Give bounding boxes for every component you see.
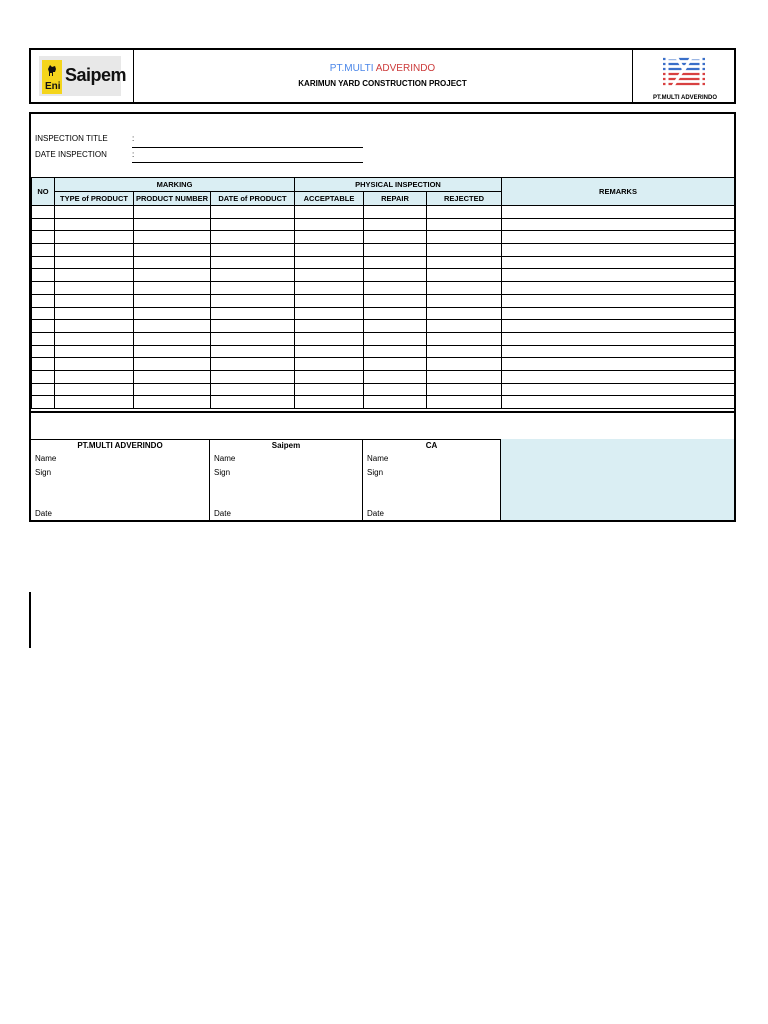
cursor-line: [29, 592, 31, 648]
signature-date-label: Date: [35, 509, 52, 518]
signature-sign-label: Sign: [214, 468, 231, 477]
company-name-part2: ADVERINDO: [375, 63, 436, 74]
inspection-form: [29, 112, 736, 522]
date-inspection-colon: :: [132, 150, 135, 159]
date-inspection-label: DATE INSPECTION: [35, 150, 107, 159]
table-bottom-border: [31, 411, 734, 413]
signature-date-label: Date: [367, 509, 384, 518]
signature-block-saipem: [210, 439, 363, 520]
table-row[interactable]: [32, 206, 735, 219]
col-acceptable: ACCEPTABLE: [295, 192, 364, 206]
col-product-number: PRODUCT NUMBER: [134, 192, 211, 206]
table-row[interactable]: [32, 244, 735, 257]
table-row[interactable]: [32, 231, 735, 244]
col-type-of-product: TYPE of PRODUCT: [55, 192, 134, 206]
inspection-title-label: INSPECTION TITLE: [35, 134, 108, 143]
eni-logo-text: Eni: [45, 81, 61, 92]
form-header: [29, 48, 736, 104]
table-row[interactable]: [32, 294, 735, 307]
signature-party-title: CA: [425, 441, 438, 450]
signature-name-label: Name: [214, 454, 236, 463]
date-inspection-field[interactable]: [132, 162, 363, 163]
table-row[interactable]: [32, 370, 735, 383]
col-repair: REPAIR: [364, 192, 427, 206]
multi-adverindo-logo-icon: [661, 56, 707, 88]
col-no: NO: [32, 178, 55, 206]
right-logo-caption: PT.MULTI ADVERINDO: [653, 95, 717, 101]
signature-date-label: Date: [214, 509, 231, 518]
signature-block-multi-adverindo: [31, 439, 210, 520]
multi-adverindo-logo-cell: [632, 50, 737, 102]
table-row[interactable]: [32, 256, 735, 269]
col-group-physical-inspection: PHYSICAL INSPECTION: [295, 178, 502, 192]
header-title-cell: [133, 50, 632, 103]
col-remarks: REMARKS: [502, 178, 735, 206]
signature-party-title: PT.MULTI ADVERINDO: [77, 441, 163, 450]
signature-block-ca: [363, 439, 501, 520]
table-row[interactable]: [32, 320, 735, 333]
saipem-logo-cell: [33, 50, 134, 102]
company-name-part1: PT.MULTI: [329, 63, 374, 74]
signature-sign-label: Sign: [367, 468, 384, 477]
table-row[interactable]: [32, 358, 735, 371]
signature-party-title: Saipem: [271, 441, 301, 450]
signature-sign-label: Sign: [35, 468, 52, 477]
table-row[interactable]: [32, 307, 735, 320]
company-name: [133, 63, 632, 74]
inspection-title-colon: :: [132, 134, 135, 143]
signature-name-label: Name: [367, 454, 389, 463]
saipem-logo: [39, 56, 127, 96]
table-row[interactable]: [32, 396, 735, 409]
eni-logo: [42, 60, 62, 94]
signature-name-label: Name: [35, 454, 57, 463]
table-row[interactable]: [32, 345, 735, 358]
table-row[interactable]: [32, 218, 735, 231]
signature-block-blank: [501, 439, 734, 520]
eni-six-legged-dog-icon: [46, 63, 58, 77]
inspection-title-field[interactable]: [132, 147, 363, 148]
table-row[interactable]: [32, 269, 735, 282]
table-row[interactable]: [32, 282, 735, 295]
inspection-table: [31, 177, 735, 409]
project-title: KARIMUN YARD CONSTRUCTION PROJECT: [298, 79, 467, 88]
col-date-of-product: DATE of PRODUCT: [211, 192, 295, 206]
table-row[interactable]: [32, 383, 735, 396]
col-rejected: REJECTED: [427, 192, 502, 206]
table-row[interactable]: [32, 332, 735, 345]
col-group-marking: MARKING: [55, 178, 295, 192]
saipem-logo-text: Saipem: [65, 65, 127, 85]
